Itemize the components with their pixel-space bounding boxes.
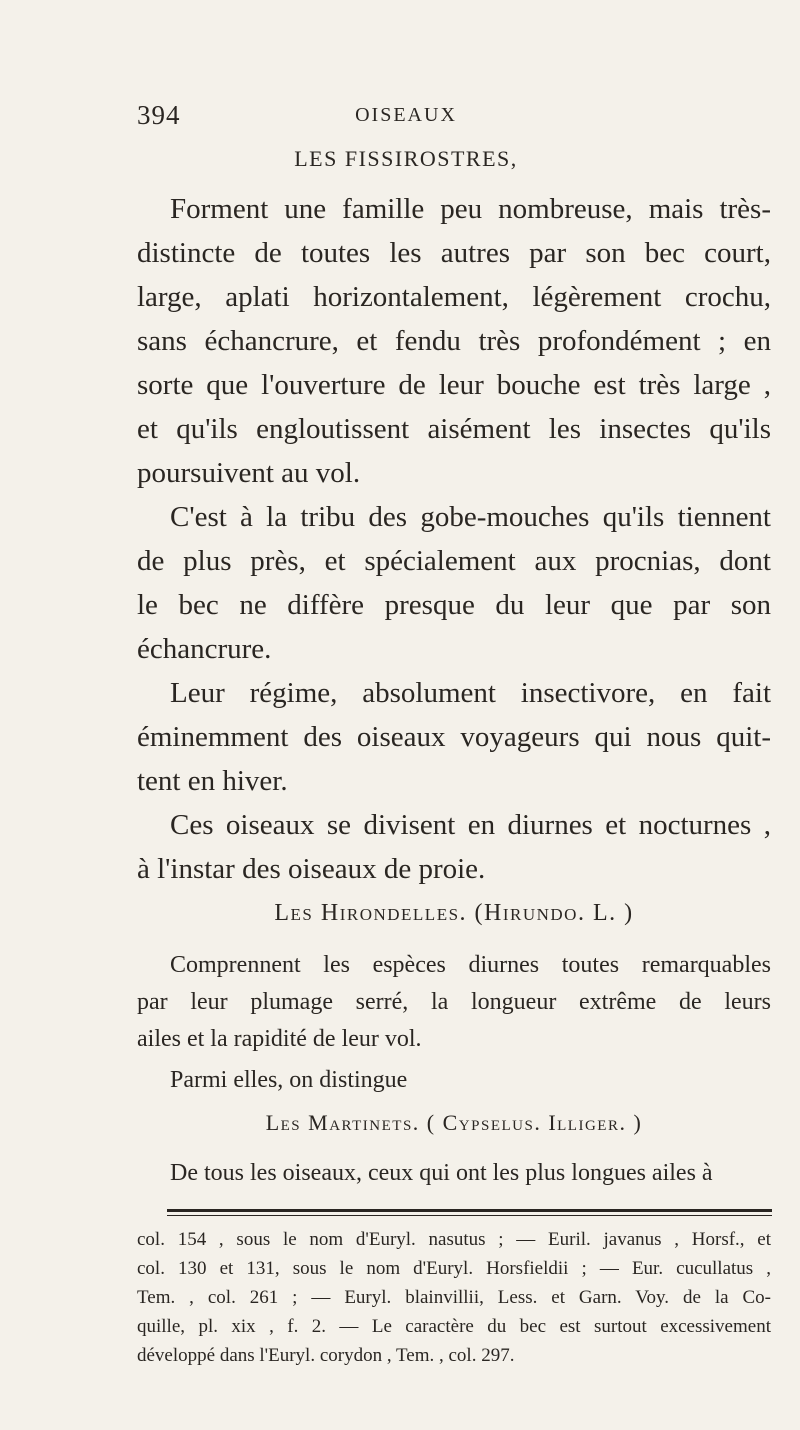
text-line: sans échancrure, et fendu très profondément ; en [137,325,771,357]
text-line: sorte que l'ouverture de leur bouche est très large , [137,369,771,401]
paragraph-diurnes-nocturnes [137,803,771,891]
text-line: de plus près, et spécialement aux procnias, dont [137,545,771,577]
running-title: OISEAUX [355,104,457,126]
paragraph-martinets: De tous les oiseaux, ceux qui ont les plus longues ailes à [170,1160,713,1186]
footnote-rule [167,1209,772,1212]
text-line: et qu'ils engloutissent aisément les insectes qu'ils [137,413,771,445]
footnote-line: col. 154 , sous le nom d'Euryl. nasutus ; — Euril. javanus , Horsf., et [137,1229,771,1250]
paragraph-fissirostres [137,187,771,495]
paragraph-gobe-mouches [137,495,771,671]
text-line: poursuivent au vol. [137,457,361,489]
heading-hirondelles: Les Hirondelles. (Hirundo. L. ) [274,900,634,926]
text-line: distincte de toutes les autres par son bec court, [137,237,771,269]
footnote-line: quille, pl. xix , f. 2. — Le caractère du bec est surtout excessivement [137,1316,771,1337]
text-line: large, aplati horizontalement, légèrement crochu, [137,281,771,313]
footnote-line: développé dans l'Euryl. corydon , Tem. , col. 297. [137,1345,515,1366]
text-line: Forment une famille peu nombreuse, mais très- [170,193,771,225]
footnote-line: Tem. , col. 261 ; — Euryl. blainvillii, Less. et Garn. Voy. de la Co- [137,1287,771,1308]
heading-martinets: Les Martinets. ( Cypselus. Illiger. ) [265,1110,643,1135]
text-line: éminemment des oiseaux voyageurs qui nous quit- [137,721,771,753]
text-line: Leur régime, absolument insectivore, en fait [170,677,771,709]
footnote-rule-thin [167,1215,772,1216]
section-title: LES FISSIROSTRES, [294,146,518,171]
text-line: par leur plumage serré, la longueur extrême de leurs [137,989,771,1015]
footnote [137,1225,771,1370]
parmi-line: Parmi elles, on distingue [170,1067,408,1093]
running-header [0,100,800,140]
text-line: échancrure. [137,633,272,665]
text-line: tent en hiver. [137,765,288,797]
text-line: Comprennent les espèces diurnes toutes remarquables [170,952,771,978]
text-line: C'est à la tribu des gobe-mouches qu'ils tiennent [170,501,771,533]
page-number: 394 [137,100,181,130]
footnote-line: col. 130 et 131, sous le nom d'Euryl. Horsfieldii ; — Eur. cucullatus , [137,1258,771,1279]
paragraph-regime [137,671,771,803]
text-line: le bec ne diffère presque du leur que par son [137,589,771,621]
text-line: à l'instar des oiseaux de proie. [137,853,486,885]
paragraph-hirondelles [137,947,771,1058]
text-line: ailes et la rapidité de leur vol. [137,1026,422,1052]
text-line: Ces oiseaux se divisent en diurnes et nocturnes , [170,809,771,841]
